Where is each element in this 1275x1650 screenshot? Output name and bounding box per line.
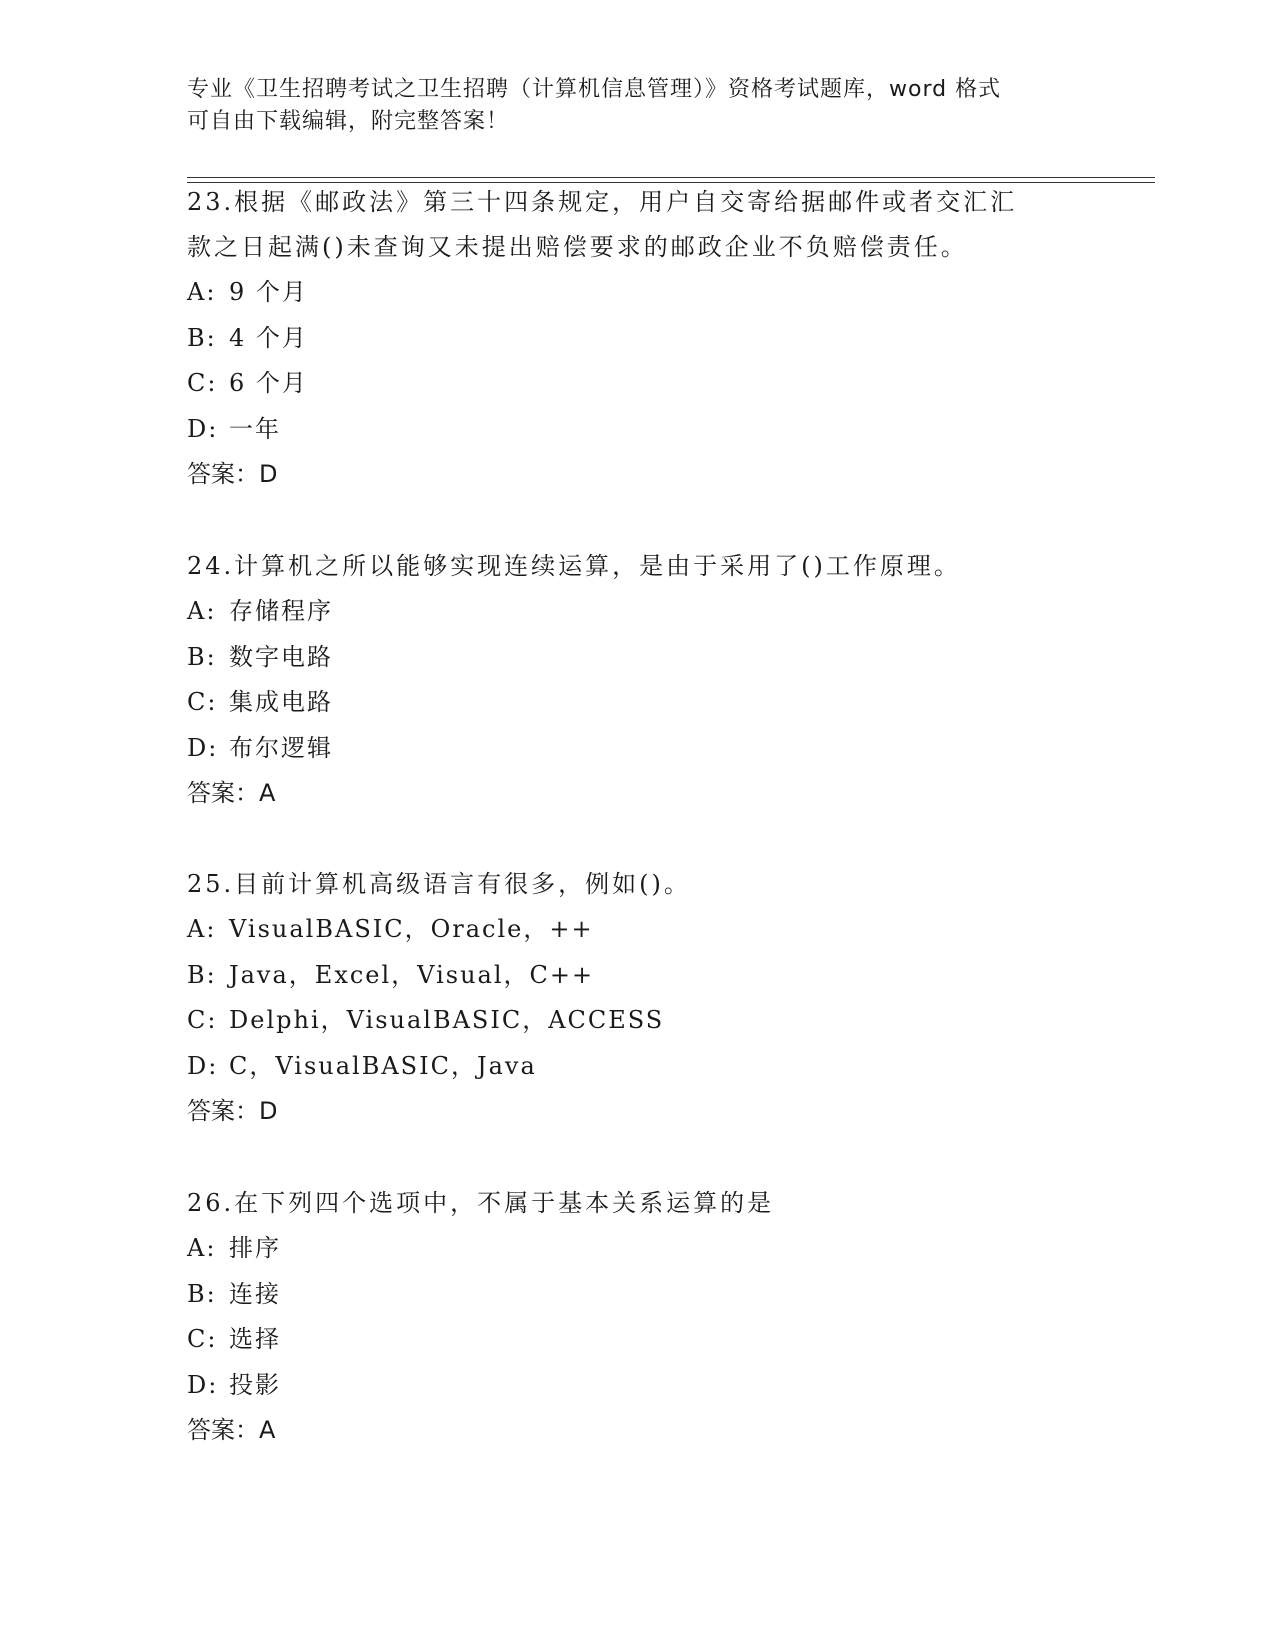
option-text: C，VisualBASIC，Java [229,1051,537,1080]
question-24 [187,544,1087,817]
option-text: Delphi，VisualBASIC，ACCESS [229,1006,665,1034]
answer-line: 答案：A [187,1416,276,1444]
option-key: A: [187,1234,217,1262]
question-stem-line: 25.目前计算机高级语言有很多，例如()。 [187,870,691,898]
option-d [187,407,1087,453]
option-c [187,680,1087,726]
option-a [187,907,1087,953]
option-text: 集成电路 [229,688,333,716]
option-a [187,1226,1087,1272]
option-b [187,1272,1087,1318]
answer-line: 答案：D [187,460,278,488]
option-b [187,316,1087,362]
answer-line: 答案：D [187,1097,278,1125]
option-d [187,726,1087,772]
option-text: 存储程序 [229,597,333,625]
question-stem-line: 26.在下列四个选项中，不属于基本关系运算的是 [187,1189,775,1217]
option-key: C: [187,1325,218,1353]
option-a [187,589,1087,635]
question-stem-line: 23.根据《邮政法》第三十四条规定，用户自交寄给据邮件或者交汇汇 [187,188,1018,216]
option-key: B: [187,960,217,989]
question-26 [187,1181,1087,1454]
option-a [187,270,1087,316]
option-c [187,998,1087,1044]
option-b [187,635,1087,681]
option-key: A: [187,597,217,625]
header-divider-top [187,177,1155,178]
option-key: B: [187,1279,217,1308]
option-b [187,953,1087,999]
option-key: C: [187,369,218,397]
option-key: B: [187,323,217,352]
option-text: VisualBASIC，Oracle，++ [229,915,594,943]
option-text: 连接 [229,1279,281,1308]
header-line-2: 可自由下载编辑，附完整答案！ [187,109,510,134]
option-key: A: [187,278,217,306]
option-key: D: [187,733,219,762]
option-key: D: [187,414,219,443]
option-text: 一年 [229,414,281,443]
option-text: 6 个月 [229,369,308,397]
option-c [187,1317,1087,1363]
option-key: C: [187,1006,218,1034]
option-key: B: [187,642,217,671]
question-stem-line: 款之日起满()未查询又未提出赔偿要求的邮政企业不负赔偿责任。 [187,233,968,261]
answer-line: 答案：A [187,779,276,807]
option-text: 4 个月 [229,323,308,352]
option-text: 数字电路 [229,642,333,671]
header-line-1: 专业《卫生招聘考试之卫生招聘（计算机信息管理）》资格考试题库，word 格式 [187,77,1002,102]
option-text: Java，Excel，Visual，C++ [229,960,595,989]
option-text: 布尔逻辑 [229,733,333,762]
option-d [187,1363,1087,1409]
option-key: A: [187,915,217,943]
option-text: 排序 [229,1234,281,1262]
question-25 [187,862,1087,1135]
question-stem-line: 24.计算机之所以能够实现连续运算，是由于采用了()工作原理。 [187,552,961,580]
option-c [187,361,1087,407]
question-23 [187,180,1087,498]
option-text: 选择 [229,1325,281,1353]
option-text: 9 个月 [229,278,308,306]
option-key: C: [187,688,218,716]
option-key: D: [187,1370,219,1399]
option-text: 投影 [229,1370,281,1399]
option-key: D: [187,1051,219,1080]
option-d [187,1044,1087,1090]
document-header [187,74,1087,138]
